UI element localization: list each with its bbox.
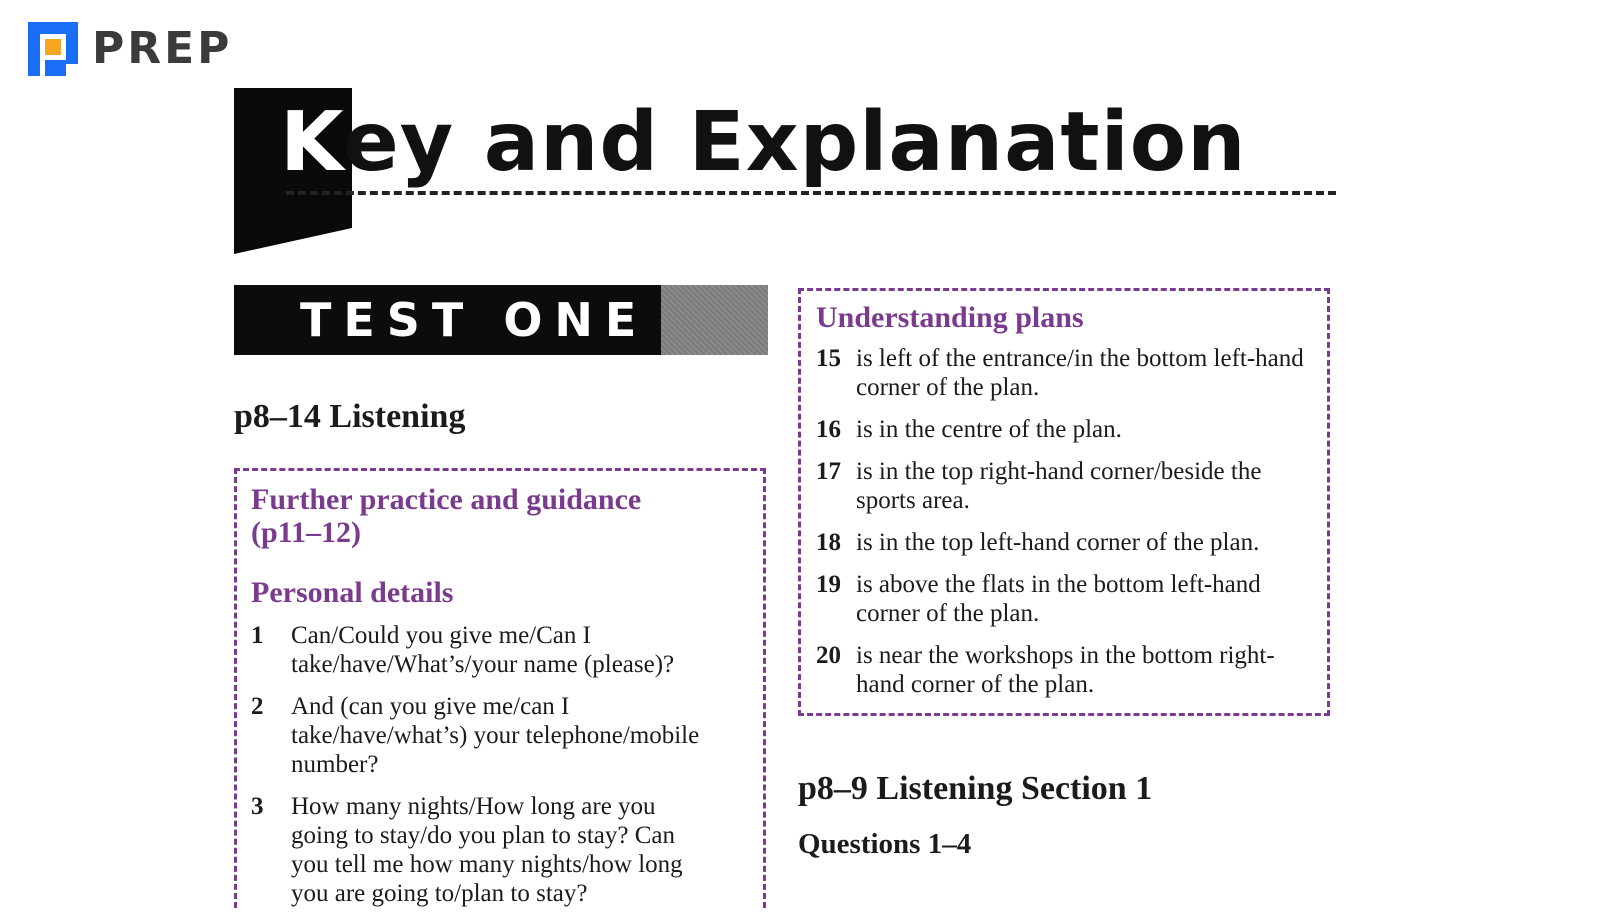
list-item [816, 641, 1306, 699]
item-number: 15 [816, 345, 841, 372]
item-text: Can/Could you give me/Can I take/have/What’s/your name (please)? [291, 622, 675, 678]
box-subheading: Personal details [251, 576, 454, 609]
list-item [816, 570, 1306, 628]
understanding-plans-list [816, 344, 1306, 699]
list-item [251, 692, 711, 779]
prep-logo[interactable] [22, 20, 232, 78]
section-title-listening: p8–14 Listening [234, 398, 466, 435]
item-text: is near the workshops in the bottom right-hand corner of the plan. [856, 642, 1275, 698]
page-title [280, 95, 1247, 190]
item-text: is in the centre of the plan. [856, 416, 1122, 443]
item-number: 1 [251, 622, 264, 649]
title-first-letter: K [280, 95, 344, 190]
page-title-block [234, 88, 1344, 258]
box-heading: Understanding plans [816, 301, 1084, 334]
test-banner-grey [661, 285, 768, 355]
understanding-plans-box [798, 288, 1330, 716]
box-heading: Further practice and guidance (p11–12) [251, 483, 642, 549]
list-item [816, 457, 1306, 515]
title-dashed-rule [286, 191, 1336, 195]
section-title-listening-section-1: p8–9 Listening Section 1 [798, 770, 1153, 807]
item-text: is left of the entrance/in the bottom left-hand corner of the plan. [856, 345, 1304, 401]
test-banner-black [234, 285, 661, 355]
item-number: 3 [251, 793, 264, 820]
item-number: 19 [816, 571, 841, 598]
questions-subtitle: Questions 1–4 [798, 828, 972, 860]
item-number: 18 [816, 529, 841, 556]
title-rest: ey and Explanation [343, 95, 1247, 190]
personal-details-list [251, 621, 711, 908]
brand-name: PREP [92, 23, 233, 74]
item-text: is in the top left-hand corner of the plan. [856, 529, 1260, 556]
list-item [816, 528, 1306, 557]
item-number: 17 [816, 458, 841, 485]
item-number: 16 [816, 416, 841, 443]
item-number: 20 [816, 642, 841, 669]
item-number: 2 [251, 693, 264, 720]
test-banner-label: TEST ONE [300, 293, 649, 347]
item-text: is above the flats in the bottom left-hand corner of the plan. [856, 571, 1261, 627]
list-item [816, 415, 1306, 444]
item-text: How many nights/How long are you going to stay/do you plan to stay? Can you tell me how many nights/how long you are going to/plan to stay? [291, 793, 683, 907]
item-text: And (can you give me/can I take/have/what’s) your telephone/mobile number? [291, 693, 700, 778]
further-practice-box [234, 468, 766, 908]
test-banner [234, 285, 768, 355]
item-text: is in the top right-hand corner/beside the sports area. [856, 458, 1262, 514]
prep-logo-icon [22, 20, 80, 78]
list-item [251, 621, 711, 679]
list-item [816, 344, 1306, 402]
list-item [251, 792, 711, 908]
